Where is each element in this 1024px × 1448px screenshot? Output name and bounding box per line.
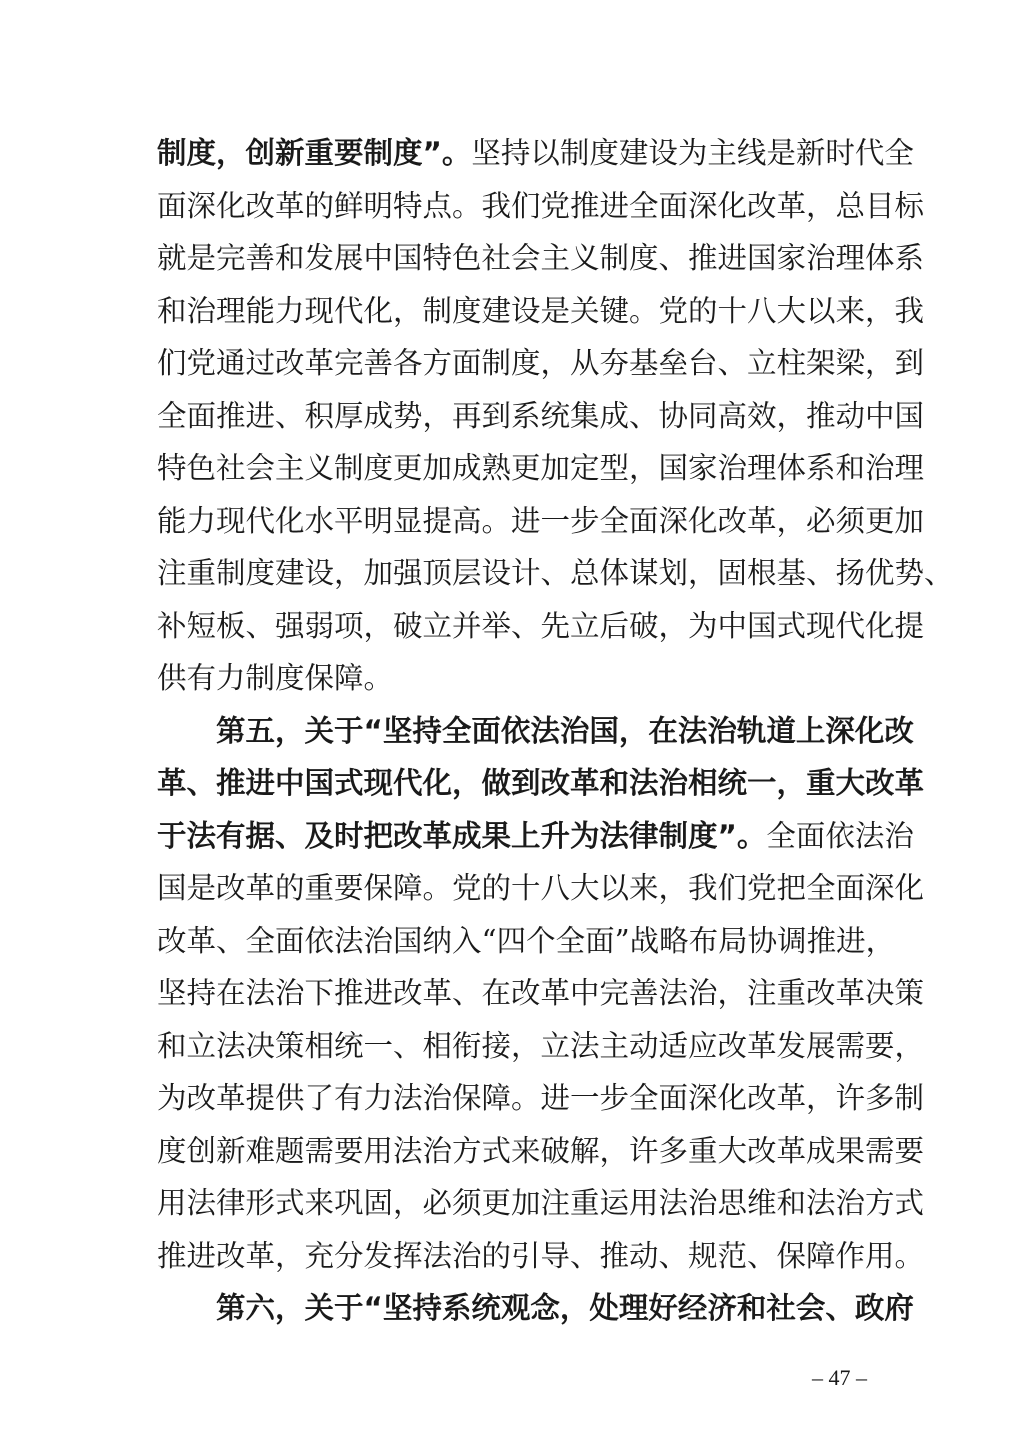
text-line-3 <box>157 232 925 285</box>
normal-run: 全面推进、积厚成势，再到系统集成、协同高效，推动中国 <box>157 398 925 433</box>
text-line-18 <box>157 1020 925 1073</box>
text-line-22 <box>157 1230 925 1283</box>
normal-run: 全面依法治 <box>766 818 914 853</box>
bold-run: 革、推进中国式现代化，做到改革和法治相统一，重大改革 <box>157 766 925 800</box>
text-line-1 <box>157 127 914 180</box>
text-line-16 <box>157 915 896 968</box>
bold-run: 制度，创新重要制度”。 <box>157 136 472 170</box>
normal-run: 们党通过改革完善各方面制度，从夯基垒台、立柱架梁，到 <box>157 346 925 380</box>
normal-run: 补短板、强弱项，破立并举、先立后破，为中国式现代化提 <box>157 608 925 643</box>
bold-run: 第六，关于“坚持系统观念，处理好经济和社会、政府 <box>216 1291 914 1325</box>
section-6-heading-line-1 <box>157 1282 914 1335</box>
text-line-8 <box>157 495 925 548</box>
text-line-6 <box>157 390 925 443</box>
normal-run: 坚持以制度建设为主线是新时代全 <box>471 136 914 170</box>
text-line-7 <box>157 442 925 495</box>
bold-run: 第五，关于“坚持全面依法治国，在法治轨道上深化改 <box>216 713 914 748</box>
normal-run: 特色社会主义制度更加成熟更加定型，国家治理体系和治理 <box>157 451 925 485</box>
section-5-heading-line-1 <box>157 705 914 758</box>
text-line-21 <box>157 1177 925 1230</box>
text-line-5 <box>157 337 925 390</box>
text-line-15 <box>157 862 925 915</box>
normal-run: 供有力制度保障。 <box>157 661 394 695</box>
normal-run: 和治理能力现代化，制度建设是关键。党的十八大以来，我 <box>157 293 925 328</box>
text-line-20 <box>157 1125 925 1178</box>
normal-run: 推进改革，充分发挥法治的引导、推动、规范、保障作用。 <box>157 1238 925 1273</box>
text-line-11 <box>157 652 869 705</box>
normal-run: 和立法决策相统一、相衔接，立法主动适应改革发展需要， <box>157 1028 925 1063</box>
normal-run: 能力现代化水平明显提高。进一步全面深化改革，必须更加 <box>157 503 925 538</box>
bold-run: 于法有据、及时把改革成果上升为法律制度”。 <box>157 818 767 853</box>
normal-run: 度创新难题需要用法治方式来破解，许多重大改革成果需要 <box>157 1133 925 1168</box>
body-text <box>157 127 954 1335</box>
normal-run: 就是完善和发展中国特色社会主义制度、推进国家治理体系 <box>157 241 925 275</box>
normal-run: 国是改革的重要保障。党的十八大以来，我们党把全面深化 <box>157 871 925 905</box>
text-line-10 <box>157 600 925 653</box>
normal-run: 为改革提供了有力法治保障。进一步全面深化改革，许多制 <box>157 1081 925 1115</box>
normal-run: 用法律形式来巩固，必须更加注重运用法治思维和法治方式 <box>157 1186 925 1220</box>
text-line-2 <box>157 180 925 233</box>
section-5-heading-line-3 <box>157 810 914 863</box>
normal-run: 注重制度建设，加强顶层设计、总体谋划，固根基、扬优势、 <box>157 556 954 590</box>
page-number: – 47 – <box>812 1365 867 1390</box>
normal-run: 面深化改革的鲜明特点。我们党推进全面深化改革，总目标 <box>157 188 925 223</box>
text-line-19 <box>157 1072 925 1125</box>
normal-run: 坚持在法治下推进改革、在改革中完善法治，注重改革决策 <box>157 976 925 1010</box>
section-5-heading-line-2 <box>157 757 925 810</box>
text-line-9 <box>157 547 954 600</box>
text-line-4 <box>157 285 925 338</box>
normal-run: 改革、全面依法治国纳入“四个全面”战略布局协调推进， <box>157 923 896 958</box>
text-line-17 <box>157 967 925 1020</box>
